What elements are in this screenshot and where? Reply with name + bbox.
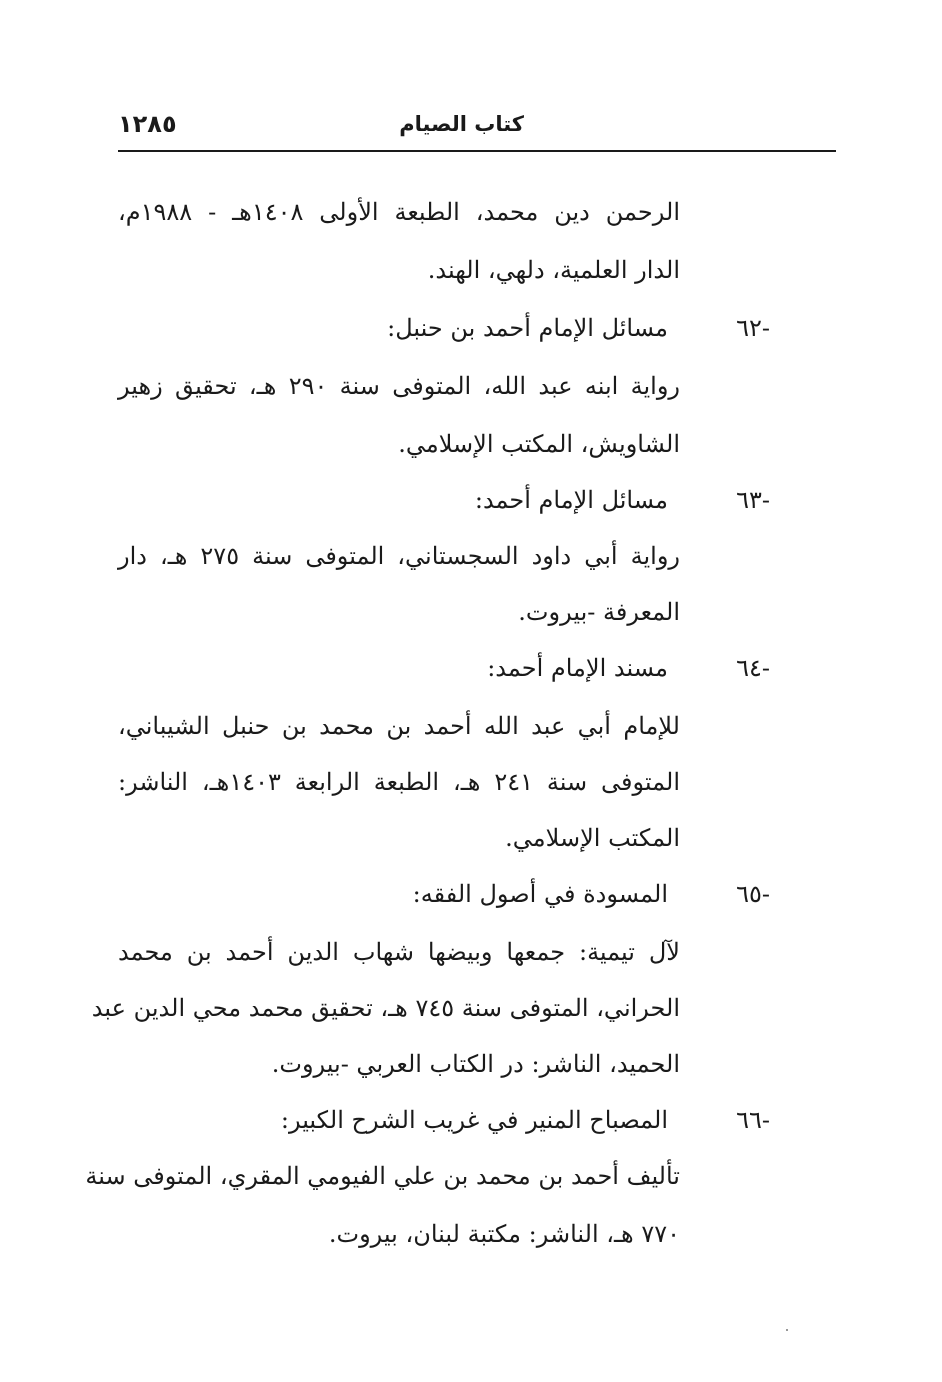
entry-number: -٦٢ xyxy=(736,314,770,342)
page-header xyxy=(118,108,836,152)
entry-title: مسائل الإمام أحمد: xyxy=(474,486,668,514)
text-line: للإمام أبي عبد الله أحمد بن محمد بن حنبل الشيباني، xyxy=(118,712,680,740)
header-rule xyxy=(118,150,836,152)
entry-title: المصباح المنير في غريب الشرح الكبير: xyxy=(280,1106,668,1134)
text-line: المتوفى سنة ٢٤١ هـ، الطبعة الرابعة ١٤٠٣هـ، الناشر: xyxy=(118,768,680,796)
text-line: روایة ابنه عبد الله، المتوفى سنة ٢٩٠ هـ، تحقيق زهير xyxy=(118,372,680,400)
text-line: ٧٧٠ هـ، الناشر: مكتبة لبنان، بيروت. xyxy=(328,1220,680,1248)
entry-title: مسائل الإمام أحمد بن حنبل: xyxy=(387,314,668,342)
entry-number: -٦٤ xyxy=(736,654,770,682)
text-line: الرحمن دين محمد، الطبعة الأولى ١٤٠٨هـ - ١٩٨٨م، xyxy=(118,198,680,226)
text-line: الحراني، المتوفى سنة ٧٤٥ هـ، تحقيق محمد محي الدين عبد xyxy=(91,994,680,1022)
scan-speck xyxy=(786,1329,788,1331)
entry-number: -٦٣ xyxy=(736,486,770,514)
text-line: رواية أبي داود السجستاني، المتوفى سنة ٢٧٥ هـ، دار xyxy=(118,542,680,570)
text-line: لآل تيمية: جمعها وبيضها شهاب الدين أحمد بن محمد xyxy=(118,938,680,966)
entry-number: -٦٥ xyxy=(736,880,770,908)
entry-title: المسودة في أصول الفقه: xyxy=(412,880,668,908)
text-line: تأليف أحمد بن محمد بن علي الفيومي المقري، المتوفى سنة xyxy=(85,1162,680,1190)
entry-number: -٦٦ xyxy=(736,1106,770,1134)
text-line: المكتب الإسلامي. xyxy=(505,824,680,852)
text-line: المعرفة -بيروت. xyxy=(518,598,680,626)
entry-title: مسند الإمام أحمد: xyxy=(487,654,668,682)
running-title: كتاب الصيام xyxy=(399,112,524,136)
text-line: الشاويش، المكتب الإسلامي. xyxy=(398,430,680,458)
page-number: ١٢٨٥ xyxy=(118,110,177,138)
text-line: الدار العلمية، دلهي، الهند. xyxy=(427,256,680,284)
text-line: الحميد، الناشر: در الكتاب العربي -بيروت. xyxy=(271,1050,680,1078)
